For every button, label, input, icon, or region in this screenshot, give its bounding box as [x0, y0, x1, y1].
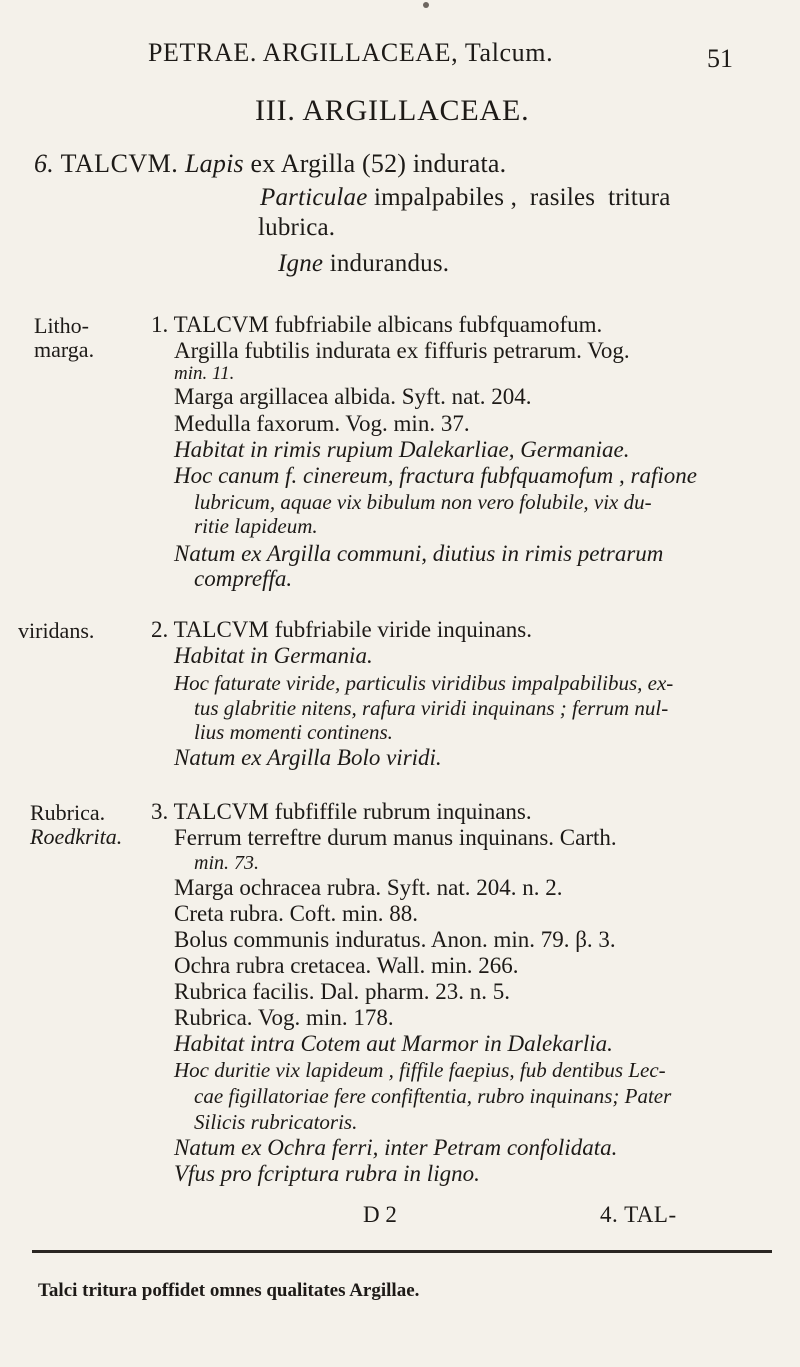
species-3-line: Natum ex Ochra ferri, inter Petram confolidata.: [174, 1135, 618, 1160]
footnote: Talci tritura poffidet omnes qualitates Argillae.: [38, 1280, 420, 1301]
species-2-line: Natum ex Argilla Bolo viridi.: [174, 745, 442, 770]
genus-def-lapis: Lapis: [185, 149, 244, 178]
species-1-line: Natum ex Argilla communi, diutius in rimis petrarum: [174, 541, 664, 566]
ink-spot: [423, 2, 429, 8]
species-3-line: Marga ochracea rubra. Syft. nat. 204. n. 2.: [174, 875, 563, 900]
margin-label-3a: Rubrica.: [30, 800, 106, 825]
genus-def-rest: ex Argilla (52) indurata.: [250, 149, 507, 178]
margin-label-2: viridans.: [18, 618, 95, 643]
species-3-line: Habitat intra Cotem aut Marmor in Dalekarlia.: [174, 1031, 613, 1056]
page-number: 51: [707, 44, 733, 73]
genus-part-italic: Particulae: [260, 184, 368, 211]
species-2-line: tus glabritie nitens, rafura viridi inquinans ; ferrum nul-: [194, 696, 669, 720]
species-1-line: Medulla faxorum. Vog. min. 37.: [174, 411, 470, 436]
catchword: 4. TAL-: [600, 1202, 677, 1227]
species-1-line: lubricum, aquae vix bibulum non vero folubile, vix du-: [194, 490, 652, 514]
species-2-line: 2. TALCVM fubfriabile viride inquinans.: [151, 617, 533, 642]
species-1-line: Hoc canum f. cinereum, fractura fubfquamofum , rafione: [174, 463, 697, 488]
species-1-line: Argilla fubtilis indurata ex fiffuris petrarum. Vog.: [174, 338, 630, 363]
species-1-line: Marga argillacea albida. Syft. nat. 204.: [174, 384, 532, 409]
species-3-line: 3. TALCVM fubfiffile rubrum inquinans.: [151, 799, 532, 824]
genus-number: 6.: [34, 149, 54, 178]
species-3-line: Ochra rubra cretacea. Wall. min. 266.: [174, 953, 519, 978]
species-3-line: min. 73.: [194, 852, 259, 874]
genus-particulae: [260, 184, 671, 212]
species-1-line: Habitat in rimis rupium Dalekarliae, Germaniae.: [174, 437, 630, 462]
margin-label-1a: Litho-: [34, 313, 89, 338]
species-3-line: Rubrica. Vog. min. 178.: [174, 1005, 394, 1030]
running-title: PETRAE. ARGILLACEAE, Talcum.: [148, 38, 554, 67]
genus-particulae-cont: lubrica.: [258, 214, 336, 241]
species-1-line: ritie lapideum.: [194, 514, 318, 538]
genus-igne-italic: Igne: [278, 250, 324, 277]
species-3-line: Bolus communis induratus. Anon. min. 79. β. 3.: [174, 927, 616, 952]
genus-igne: [278, 250, 449, 278]
species-3-line: Hoc duritie vix lapideum , fiffile faepius, fub dentibus Lec-: [174, 1058, 666, 1082]
species-2-line: lius momenti continens.: [194, 720, 393, 744]
margin-label-1b: marga.: [34, 337, 95, 362]
section-heading: III. ARGILLACEAE.: [255, 94, 530, 127]
species-1-line: 1. TALCVM fubfriabile albicans fubfquamofum.: [151, 312, 603, 337]
species-3-line: Creta rubra. Coft. min. 88.: [174, 901, 419, 926]
genus-part-rest: impalpabiles , rasiles tritura: [373, 184, 671, 211]
genus-igne-rest: indurandus.: [329, 250, 450, 277]
species-1-line: compreffa.: [194, 566, 293, 591]
species-3-line: Rubrica facilis. Dal. pharm. 23. n. 5.: [174, 979, 510, 1004]
species-3-line: Vfus pro fcriptura rubra in ligno.: [174, 1161, 480, 1186]
signature-mark: D 2: [363, 1202, 397, 1227]
species-3-line: cae figillatoriae fere confiftentia, rubro inquinans; Pater: [194, 1084, 672, 1108]
margin-label-3b: Roedkrita.: [30, 824, 123, 849]
species-1-line: min. 11.: [174, 363, 235, 384]
footnote-rule: [32, 1250, 772, 1253]
species-2-line: Habitat in Germania.: [174, 643, 373, 668]
genus-definition: [34, 150, 506, 178]
genus-name: TALCVM.: [60, 149, 179, 178]
species-3-line: Silicis rubricatoris.: [194, 1110, 358, 1134]
species-3-line: Ferrum terreftre durum manus inquinans. Carth.: [174, 825, 617, 850]
species-2-line: Hoc faturate viride, particulis viridibus impalpabilibus, ex-: [174, 671, 674, 695]
